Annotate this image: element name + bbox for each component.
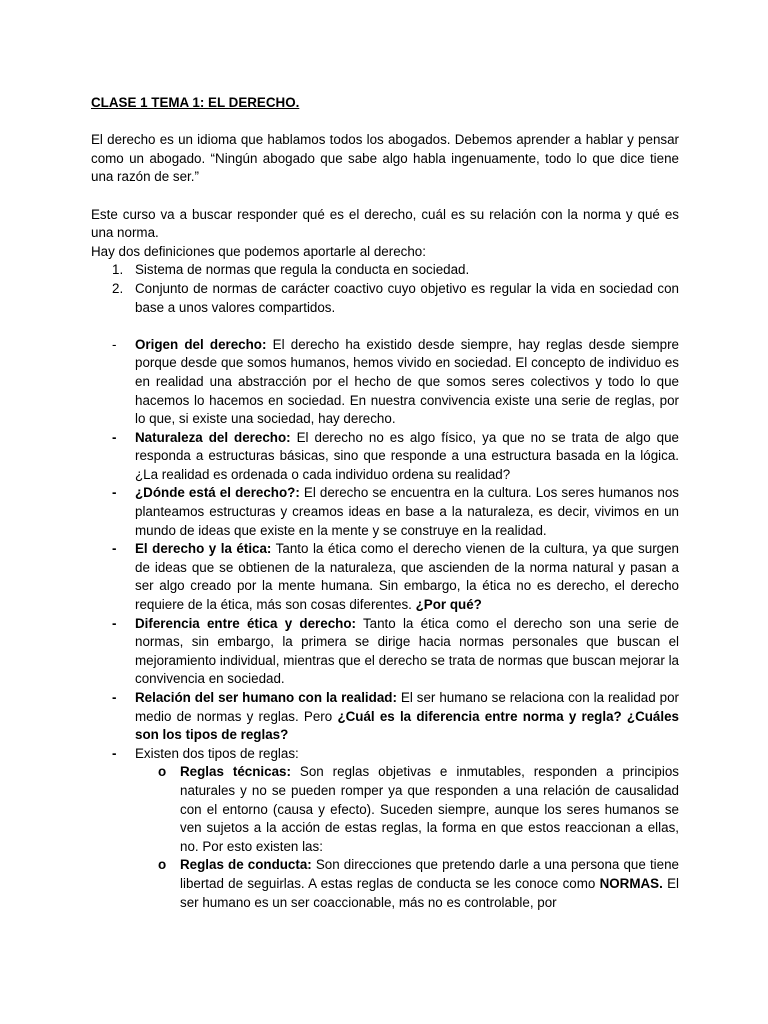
topic-term: El derecho y la ética: (135, 541, 272, 557)
dash-marker: - (112, 336, 117, 352)
dash-marker: - (112, 615, 117, 631)
topic-text: El ser humano se relaciona con la realidad por medio de normas y reglas. Pero (135, 690, 679, 724)
definition-text: Sistema de normas que regula la conducta en sociedad. (135, 262, 470, 278)
topics-list (91, 336, 679, 912)
rule-type-emphasis: NORMAS. (599, 875, 663, 891)
course-paragraph: Este curso va a buscar responder qué es el derecho, cuál es su relación con la norma y qué es una norma. (91, 206, 679, 241)
blank-line (91, 113, 679, 132)
topic-text: Tanto la ética como el derecho son una serie de normas, sin embargo, la primera se dirige hacia normas personales que buscan el mejoramiento individual, mientras que el derecho se trata de normas que buscan mejorar la convivencia en sociedad. (135, 615, 679, 687)
topic-item (91, 615, 679, 689)
list-number: 2. (112, 280, 124, 296)
topic-question: ¿Por qué? (415, 597, 482, 613)
topic-question: ¿Cuál es la diferencia entre norma y regla? ¿Cuáles son los tipos de reglas? (135, 708, 679, 743)
definition-item (91, 261, 679, 280)
document-title: CLASE 1 TEMA 1: EL DERECHO. (91, 95, 300, 110)
topic-text: El derecho no es algo físico, ya que no se trata de algo que responda a estructuras básicas, sino que responde a una estructura basada en la lógica. ¿La realidad es ordenada o cada individuo ordena su realidad? (135, 429, 679, 482)
topic-text: El derecho ha existido desde siempre, hay reglas desde siempre porque desde que somos humanos, hemos vivido en sociedad. El concepto de individuo es en realidad una abstracción por el hecho de que somos seres colectivos y todo lo que hacemos lo hacemos en sociedad. En nuestra convivencia existe una serie de reglas, por lo que, si existe una sociedad, hay derecho. (135, 336, 679, 427)
rule-type-text-cont: El ser humano es un ser coaccionable, más no es controlable, por (180, 875, 679, 910)
dash-marker: - (112, 690, 117, 705)
dash-marker: - (112, 485, 117, 501)
definitions-list (91, 261, 679, 317)
list-number: 1. (112, 262, 124, 278)
dash-marker: - (112, 745, 117, 761)
topic-text: El derecho se encuentra en la cultura. Los seres humanos nos planteamos estructuras y creamos ideas en base a la naturaleza, es decir, vivimos en un mundo de ideas que existe en la mente y se construye en la realidad. (135, 485, 679, 538)
topic-item (91, 745, 679, 912)
circle-marker: o (158, 764, 167, 780)
definition-item (91, 280, 679, 317)
blank-line (91, 187, 679, 206)
topic-term: Origen del derecho: (135, 336, 267, 352)
document-page (91, 94, 679, 912)
topic-item (91, 336, 679, 429)
topic-text: Tanto la ética como el derecho vienen de la cultura, ya que surgen de ideas que se obtienen de la naturaleza, que ascienden de la norma natural y pasan a ser algo creado por la mente humana. Sin embargo, la ética no es derecho, el derecho requiere de la ética, más son cosas diferentes. (135, 541, 679, 613)
rule-type-item (135, 763, 679, 856)
topic-item (91, 540, 679, 614)
topic-term: Naturaleza del derecho: (135, 429, 291, 445)
topic-text: Existen dos tipos de reglas: (135, 745, 299, 761)
rule-type-text: Son reglas objetivas e inmutables, responden a principios naturales y no se pueden romper ya que responden a una relación de causalidad con el entorno (causa y efecto). Suceden siempre, aunque los seres humanos se ven sujetos a la acción de estas reglas, la forma en que estos reaccionan a ellas, no. Por esto existen las: (180, 764, 679, 854)
definitions-intro: Hay dos definiciones que podemos aportarle al derecho: (91, 243, 426, 259)
blank-line (91, 317, 679, 336)
topic-item (91, 429, 679, 485)
rule-types-list (135, 763, 679, 912)
topic-item (91, 689, 679, 745)
definition-text: Conjunto de normas de carácter coactivo cuyo objetivo es regular la vida en sociedad con base a unos valores compartidos. (135, 280, 679, 315)
topic-term: Diferencia entre ética y derecho: (135, 615, 356, 631)
intro-paragraph: El derecho es un idioma que hablamos todos los abogados. Debemos aprender a hablar y pensar como un abogado. “Ningún abogado que sabe algo habla ingenuamente, todo lo que dice tiene una razón de ser.” (91, 132, 679, 185)
dash-marker: - (112, 429, 117, 445)
rule-type-term: Reglas técnicas: (180, 764, 291, 780)
topic-term: ¿Dónde está el derecho?: (135, 485, 300, 501)
topic-term: Relación del ser humano con la realidad: (135, 690, 397, 705)
rule-type-item (135, 856, 679, 912)
circle-marker: o (158, 857, 167, 873)
dash-marker: - (112, 541, 117, 557)
rule-type-text: Son direcciones que pretendo darle a una persona que tiene libertad de seguirlas. A estas reglas de conducta se les conoce como (180, 857, 679, 891)
rule-type-term: Reglas de conducta: (180, 857, 312, 873)
topic-item (91, 484, 679, 540)
